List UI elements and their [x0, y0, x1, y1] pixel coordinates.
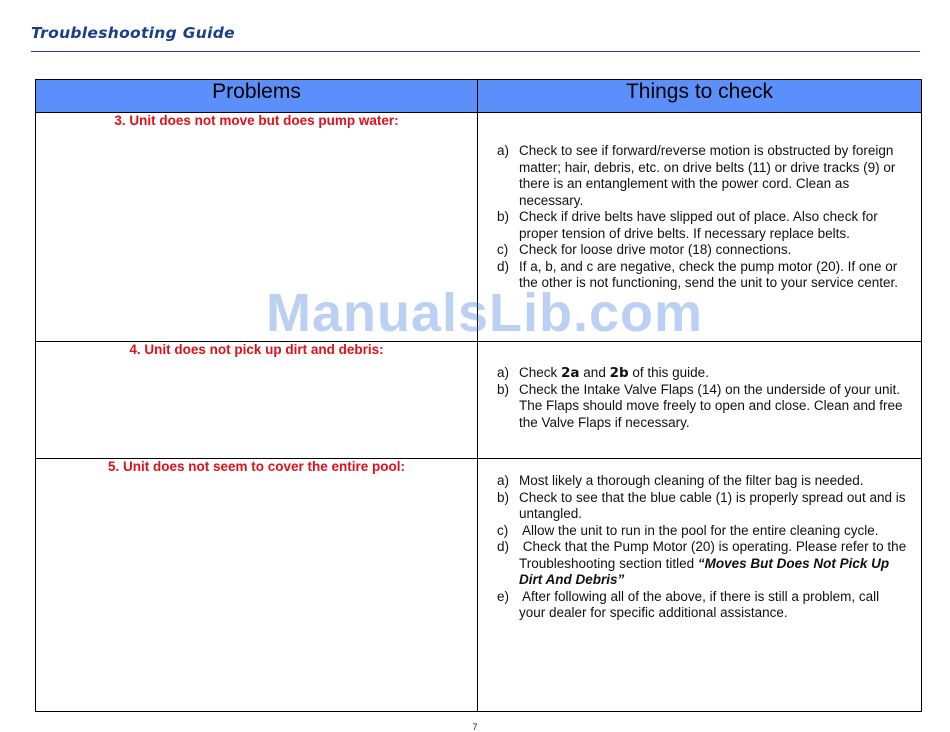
list-item: a) Check 2a and 2b of this guide.	[497, 365, 709, 381]
problem-cell: 4. Unit does not pick up dirt and debris:	[36, 342, 478, 459]
table-header-row	[36, 80, 922, 113]
page-number: 7	[472, 722, 478, 732]
problem-cell: 3. Unit does not move but does pump water:	[36, 113, 478, 342]
watermark: ManualsLib.com	[266, 283, 704, 343]
table-row	[36, 342, 922, 459]
list-item: a) Most likely a thorough cleaning of the filter bag is needed.	[497, 473, 864, 488]
list-item: b) Check the Intake Valve Flaps (14) on the underside of your unit. The Flaps should move freely to open and close. Clean and free the Valve Flaps if necessary.	[497, 381, 903, 430]
column-header-checks: Things to check	[478, 80, 922, 113]
troubleshooting-table	[35, 79, 922, 712]
checks-cell	[478, 342, 922, 459]
column-header-problems: Problems	[36, 80, 478, 113]
checks-cell	[478, 113, 922, 342]
table-row	[36, 113, 922, 342]
list-item: c) Check for loose drive motor (18) connections.	[497, 242, 792, 257]
page-title: Troubleshooting Guide	[31, 24, 235, 42]
list-item: b) Check if drive belts have slipped out of place. Also check for proper tension of drive belts. If necessary replace belts.	[497, 209, 878, 241]
header-rule	[31, 51, 920, 52]
list-item: d) Check that the Pump Motor (20) is operating. Please refer to the Troubleshooting section titled “Moves But Does Not Pick Up Dirt And Debris”	[497, 539, 907, 587]
list-item: c) Allow the unit to run in the pool for the entire cleaning cycle.	[497, 522, 879, 538]
list-item: e) After following all of the above, if there is still a problem, call your dealer for specific additional assistance.	[497, 588, 880, 620]
problem-cell: 5. Unit does not seem to cover the entire pool:	[36, 459, 478, 712]
list-item: d) If a, b, and c are negative, check the pump motor (20). If one or the other is not functioning, send the unit to your service center.	[497, 258, 898, 290]
table-row	[36, 459, 922, 712]
checks-cell	[478, 459, 922, 712]
list-item: a) Check to see if forward/reverse motion is obstructed by foreign matter; hair, debris, etc. on drive belts (11) or drive tracks (9) or there is an entanglement with the power cord. Clean as necessary.	[497, 143, 896, 208]
check-list	[497, 365, 907, 431]
check-list	[497, 473, 907, 622]
check-list	[497, 143, 907, 292]
list-item: b) Check to see that the blue cable (1) is properly spread out and is untangled.	[497, 489, 906, 521]
